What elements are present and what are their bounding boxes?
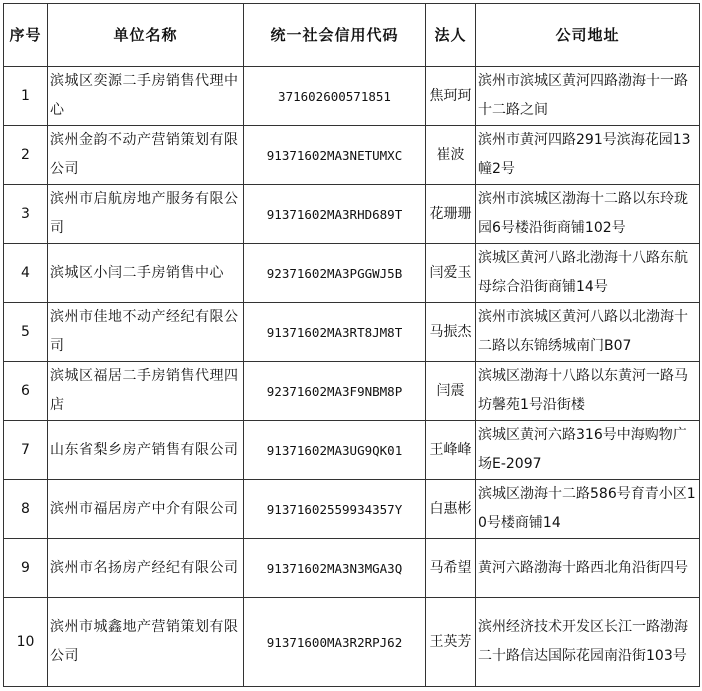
address-cell: 滨州市滨城区黄河八路以北渤海十二路以东锦绣城南门B07	[476, 303, 700, 362]
address-cell: 滨州市滨城区黄河四路渤海十一路十二路之间	[476, 67, 700, 126]
legal-rep-cell: 焦珂珂	[426, 67, 476, 126]
header-legal-rep: 法人	[426, 4, 476, 67]
company-name-cell: 滨州市城鑫地产营销策划有限公司	[48, 598, 244, 687]
legal-rep-cell: 王英芳	[426, 598, 476, 687]
table-row	[4, 67, 700, 126]
table-row	[4, 185, 700, 244]
registry-table-container	[3, 3, 700, 687]
row-index: 8	[4, 480, 48, 539]
credit-code-cell: 371602600571851	[244, 67, 426, 126]
address-cell: 滨城区渤海十二路586号育青小区10号楼商铺14	[476, 480, 700, 539]
table-row	[4, 303, 700, 362]
legal-rep-cell: 王峰峰	[426, 421, 476, 480]
company-name-cell: 滨城区福居二手房销售代理四店	[48, 362, 244, 421]
row-index: 4	[4, 244, 48, 303]
credit-code-cell: 91371602MA3RHD689T	[244, 185, 426, 244]
table-row	[4, 421, 700, 480]
credit-code-cell: 91371602MA3UG9QK01	[244, 421, 426, 480]
row-index: 10	[4, 598, 48, 687]
company-name-cell: 滨州市名扬房产经纪有限公司	[48, 539, 244, 598]
legal-rep-cell: 闫震	[426, 362, 476, 421]
header-index: 序号	[4, 4, 48, 67]
row-index: 5	[4, 303, 48, 362]
credit-code-cell: 92371602MA3PGGWJ5B	[244, 244, 426, 303]
header-row	[4, 4, 700, 67]
table-body	[4, 67, 700, 687]
table-row	[4, 598, 700, 687]
address-cell: 黄河六路渤海十路西北角沿街四号	[476, 539, 700, 598]
row-index: 1	[4, 67, 48, 126]
company-name-cell: 滨州市启航房地产服务有限公司	[48, 185, 244, 244]
company-registry-table	[3, 3, 700, 687]
header-company-name: 单位名称	[48, 4, 244, 67]
table-row	[4, 480, 700, 539]
table-row	[4, 362, 700, 421]
header-credit-code: 统一社会信用代码	[244, 4, 426, 67]
address-cell: 滨城区黄河八路北渤海十八路东航母综合沿街商铺14号	[476, 244, 700, 303]
legal-rep-cell: 白惠彬	[426, 480, 476, 539]
address-cell: 滨州经济技术开发区长江一路渤海二十路信达国际花园南沿街103号	[476, 598, 700, 687]
company-name-cell: 滨州市福居房产中介有限公司	[48, 480, 244, 539]
row-index: 6	[4, 362, 48, 421]
company-name-cell: 滨州金韵不动产营销策划有限公司	[48, 126, 244, 185]
credit-code-cell: 91371602MA3N3MGA3Q	[244, 539, 426, 598]
legal-rep-cell: 花珊珊	[426, 185, 476, 244]
legal-rep-cell: 闫爱玉	[426, 244, 476, 303]
legal-rep-cell: 马振杰	[426, 303, 476, 362]
row-index: 3	[4, 185, 48, 244]
row-index: 7	[4, 421, 48, 480]
header-address: 公司地址	[476, 4, 700, 67]
table-row	[4, 539, 700, 598]
company-name-cell: 山东省梨乡房产销售有限公司	[48, 421, 244, 480]
address-cell: 滨城区渤海十八路以东黄河一路马坊馨苑1号沿街楼	[476, 362, 700, 421]
credit-code-cell: 91371602MA3RT8JM8T	[244, 303, 426, 362]
credit-code-cell: 92371602MA3F9NBM8P	[244, 362, 426, 421]
credit-code-cell: 91371602MA3NETUMXC	[244, 126, 426, 185]
row-index: 2	[4, 126, 48, 185]
row-index: 9	[4, 539, 48, 598]
credit-code-cell: 91371602559934357Y	[244, 480, 426, 539]
address-cell: 滨城区黄河六路316号中海购物广场E-2097	[476, 421, 700, 480]
credit-code-cell: 91371600MA3R2RPJ62	[244, 598, 426, 687]
address-cell: 滨州市滨城区渤海十二路以东玲珑园6号楼沿街商铺102号	[476, 185, 700, 244]
company-name-cell: 滨城区小闫二手房销售中心	[48, 244, 244, 303]
legal-rep-cell: 崔波	[426, 126, 476, 185]
company-name-cell: 滨州市佳地不动产经纪有限公司	[48, 303, 244, 362]
table-row	[4, 126, 700, 185]
legal-rep-cell: 马希望	[426, 539, 476, 598]
company-name-cell: 滨城区奕源二手房销售代理中心	[48, 67, 244, 126]
address-cell: 滨州市黄河四路291号滨海花园13幢2号	[476, 126, 700, 185]
table-row	[4, 244, 700, 303]
